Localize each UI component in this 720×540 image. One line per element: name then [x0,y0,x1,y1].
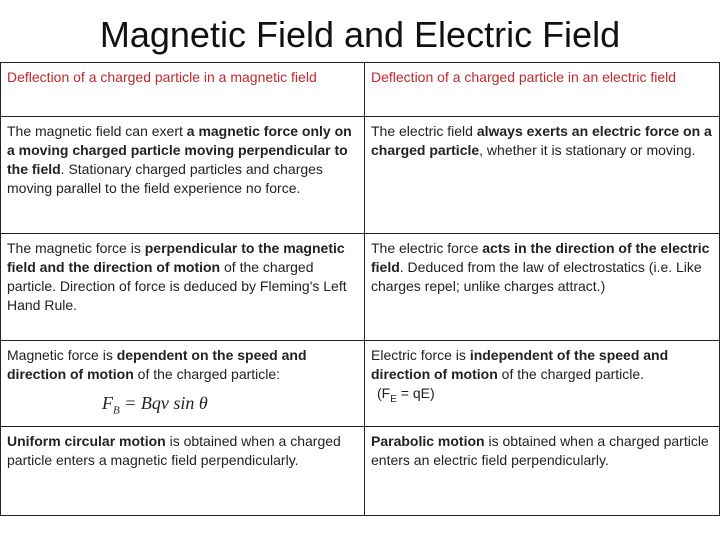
magnetic-force-formula [7,394,358,421]
header-electric: Deflection of a charged particle in an electric field [365,63,720,117]
formula-expression: = Bqv sin θ [119,393,208,413]
cell-emphasis: Parabolic motion [371,432,485,449]
comparison-table [0,62,720,516]
cell-magnetic [1,426,365,515]
cell-magnetic [1,341,365,427]
cell-electric [365,341,720,427]
cell-emphasis: perpendicular to the magnetic field and the direction of motion [7,240,345,275]
cell-text: . Deduced from the law of electrostatics (i.e. Like charges repel; unlike charges attract.) [371,259,702,294]
cell-text: , whether it is stationary or moving. [479,142,696,158]
cell-text: of the charged particle. [497,366,645,382]
cell-emphasis: Uniform circular motion [7,432,166,449]
header-magnetic: Deflection of a charged particle in a magnetic field [1,63,365,117]
cell-electric [365,117,720,234]
formula-expression: = qE) [396,385,435,401]
cell-text: The electric field [371,123,477,139]
cell-text: Magnetic force is [7,347,117,363]
cell-emphasis: always exerts an electric force on a charged particle [371,123,712,158]
table-row [1,234,720,341]
cell-electric [365,426,720,515]
page-title: Magnetic Field and Electric Field [99,14,621,55]
cell-emphasis: a magnetic force only on a moving charged particle moving perpendicular to the field [7,123,352,177]
cell-text: is obtained when a charged particle enters a magnetic field perpendicularly. [7,432,341,468]
electric-force-formula [371,384,713,409]
cell-emphasis: dependent on the speed and direction of motion [7,347,307,382]
table-row [1,117,720,234]
table-row [1,426,720,515]
formula-symbol: F [102,393,113,413]
cell-emphasis: independent of the speed and direction of motion [371,347,669,382]
cell-magnetic [1,117,365,234]
cell-text: is obtained when a charged particle enters an electric field perpendicularly. [371,432,709,468]
cell-magnetic [1,234,365,341]
formula-subscript: B [113,404,120,417]
cell-text: The magnetic force is [7,240,145,256]
formula-symbol: (F [377,385,391,401]
cell-text: Electric force is [371,347,470,363]
cell-text: of the charged particle. Direction of force is deduced by Fleming's Left Hand Rule. [7,259,347,313]
cell-text: . Stationary charged particles and charges moving parallel to the field experience no force. [7,161,323,196]
cell-text: of the charged particle: [133,366,281,382]
cell-text: The electric force [371,240,483,256]
formula-subscript: E [390,393,397,405]
cell-text: The magnetic field can exert [7,123,187,139]
cell-electric [365,234,720,341]
table-row [1,341,720,427]
cell-emphasis: acts in the direction of the electric field [371,240,710,275]
table-header-row [1,63,720,117]
